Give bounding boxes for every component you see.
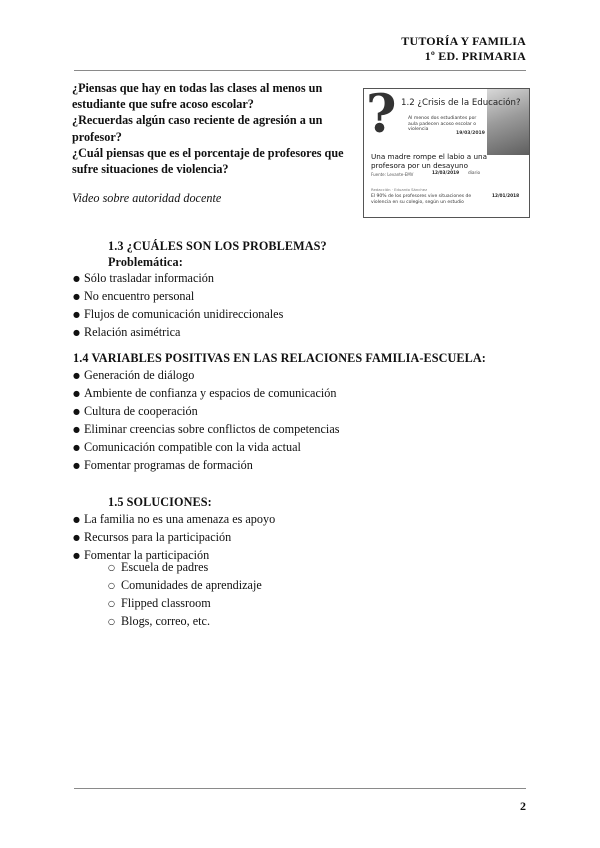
question-1: ¿Piensas que hay en todas las clases al menos un estudiante que sufre acoso escolar?: [72, 81, 323, 112]
slide-date-2: 12/03/2019: [432, 171, 460, 176]
list-item: ● Ambiente de confianza y espacios de comunicación: [73, 385, 339, 403]
slide-headline-2: Una madre rompe el labio a una profesora por un desayuno: [371, 152, 487, 170]
page-number: 2: [520, 799, 526, 813]
page-header: [401, 34, 526, 64]
participation-sublist: [108, 559, 262, 631]
slide-news-1: Al menos dos estudiantes por aula padecen acoso escolar o violencia: [408, 116, 477, 133]
list-item: ● Fomentar la participación: [73, 547, 275, 565]
question-3: ¿Cuál piensas que es el porcentaje de profesores que sufre situaciones de violencia?: [72, 145, 344, 177]
list-item: ● Comunicación compatible con la vida actual: [73, 439, 339, 457]
positive-variables-list: [73, 367, 339, 475]
list-item: ● Generación de diálogo: [73, 367, 339, 385]
slide-source-2: Fuente: Levante-EMV: [371, 172, 414, 177]
section-1-3-title: 1.3 ¿CUÁLES SON LOS PROBLEMAS?: [108, 239, 327, 253]
slide-title: 1.2 ¿Crisis de la Educación?: [401, 98, 521, 108]
slide-news-3: El 90% de los profesores vive situaciones de violencia en su colegio, según un estudio: [371, 194, 472, 205]
questions-block: [72, 80, 352, 177]
section-1-3-subtitle: Problemática:: [108, 255, 183, 269]
list-item: ● Recursos para la participación: [73, 529, 275, 547]
list-item: ● Fomentar programas de formación: [73, 457, 339, 475]
list-item: ● No encuentro personal: [73, 288, 283, 306]
sublist-item: ○ Comunidades de aprendizaje: [108, 577, 262, 595]
sublist-item: ○ Escuela de padres: [108, 559, 262, 577]
question-mark-icon: ?: [366, 88, 397, 145]
list-item: ● La familia no es una amenaza es apoyo: [73, 511, 275, 529]
sublist-item: ○ Flipped classroom: [108, 595, 262, 613]
sublist-item: ○ Blogs, correo, etc.: [108, 613, 262, 631]
list-item: ● Sólo trasladar información: [73, 270, 283, 288]
list-item: ● Relación asimétrica: [73, 324, 283, 342]
slide-date-1: 19/03/2019: [456, 131, 485, 136]
footer-divider: [74, 788, 526, 789]
section-1-5-title: 1.5 SOLUCIONES:: [108, 495, 212, 509]
video-link[interactable]: Video sobre autoridad docente: [72, 191, 222, 205]
slide-date-3: 12/01/2018: [492, 194, 520, 199]
question-2: ¿Recuerdas algún caso reciente de agresión a un profesor?: [72, 113, 323, 144]
solutions-list: [73, 511, 275, 565]
slide-author-3: Redacción · Eduardo Sánchez: [371, 187, 428, 192]
slide-thumbnail: [363, 88, 530, 218]
list-item: ● Cultura de cooperación: [73, 403, 339, 421]
header-title: TUTORÍA Y FAMILIA: [401, 34, 526, 48]
problems-list: [73, 270, 283, 342]
slide-brand-2: diario: [468, 171, 481, 176]
list-item: ● Eliminar creencias sobre conflictos de competencias: [73, 421, 339, 439]
section-1-4-title: 1.4 VARIABLES POSITIVAS EN LAS RELACIONES FAMILIA-ESCUELA:: [73, 351, 486, 365]
list-item: ● Flujos de comunicación unidireccionales: [73, 306, 283, 324]
header-subtitle: 1º ED. PRIMARIA: [424, 49, 526, 63]
header-divider: [74, 70, 526, 71]
